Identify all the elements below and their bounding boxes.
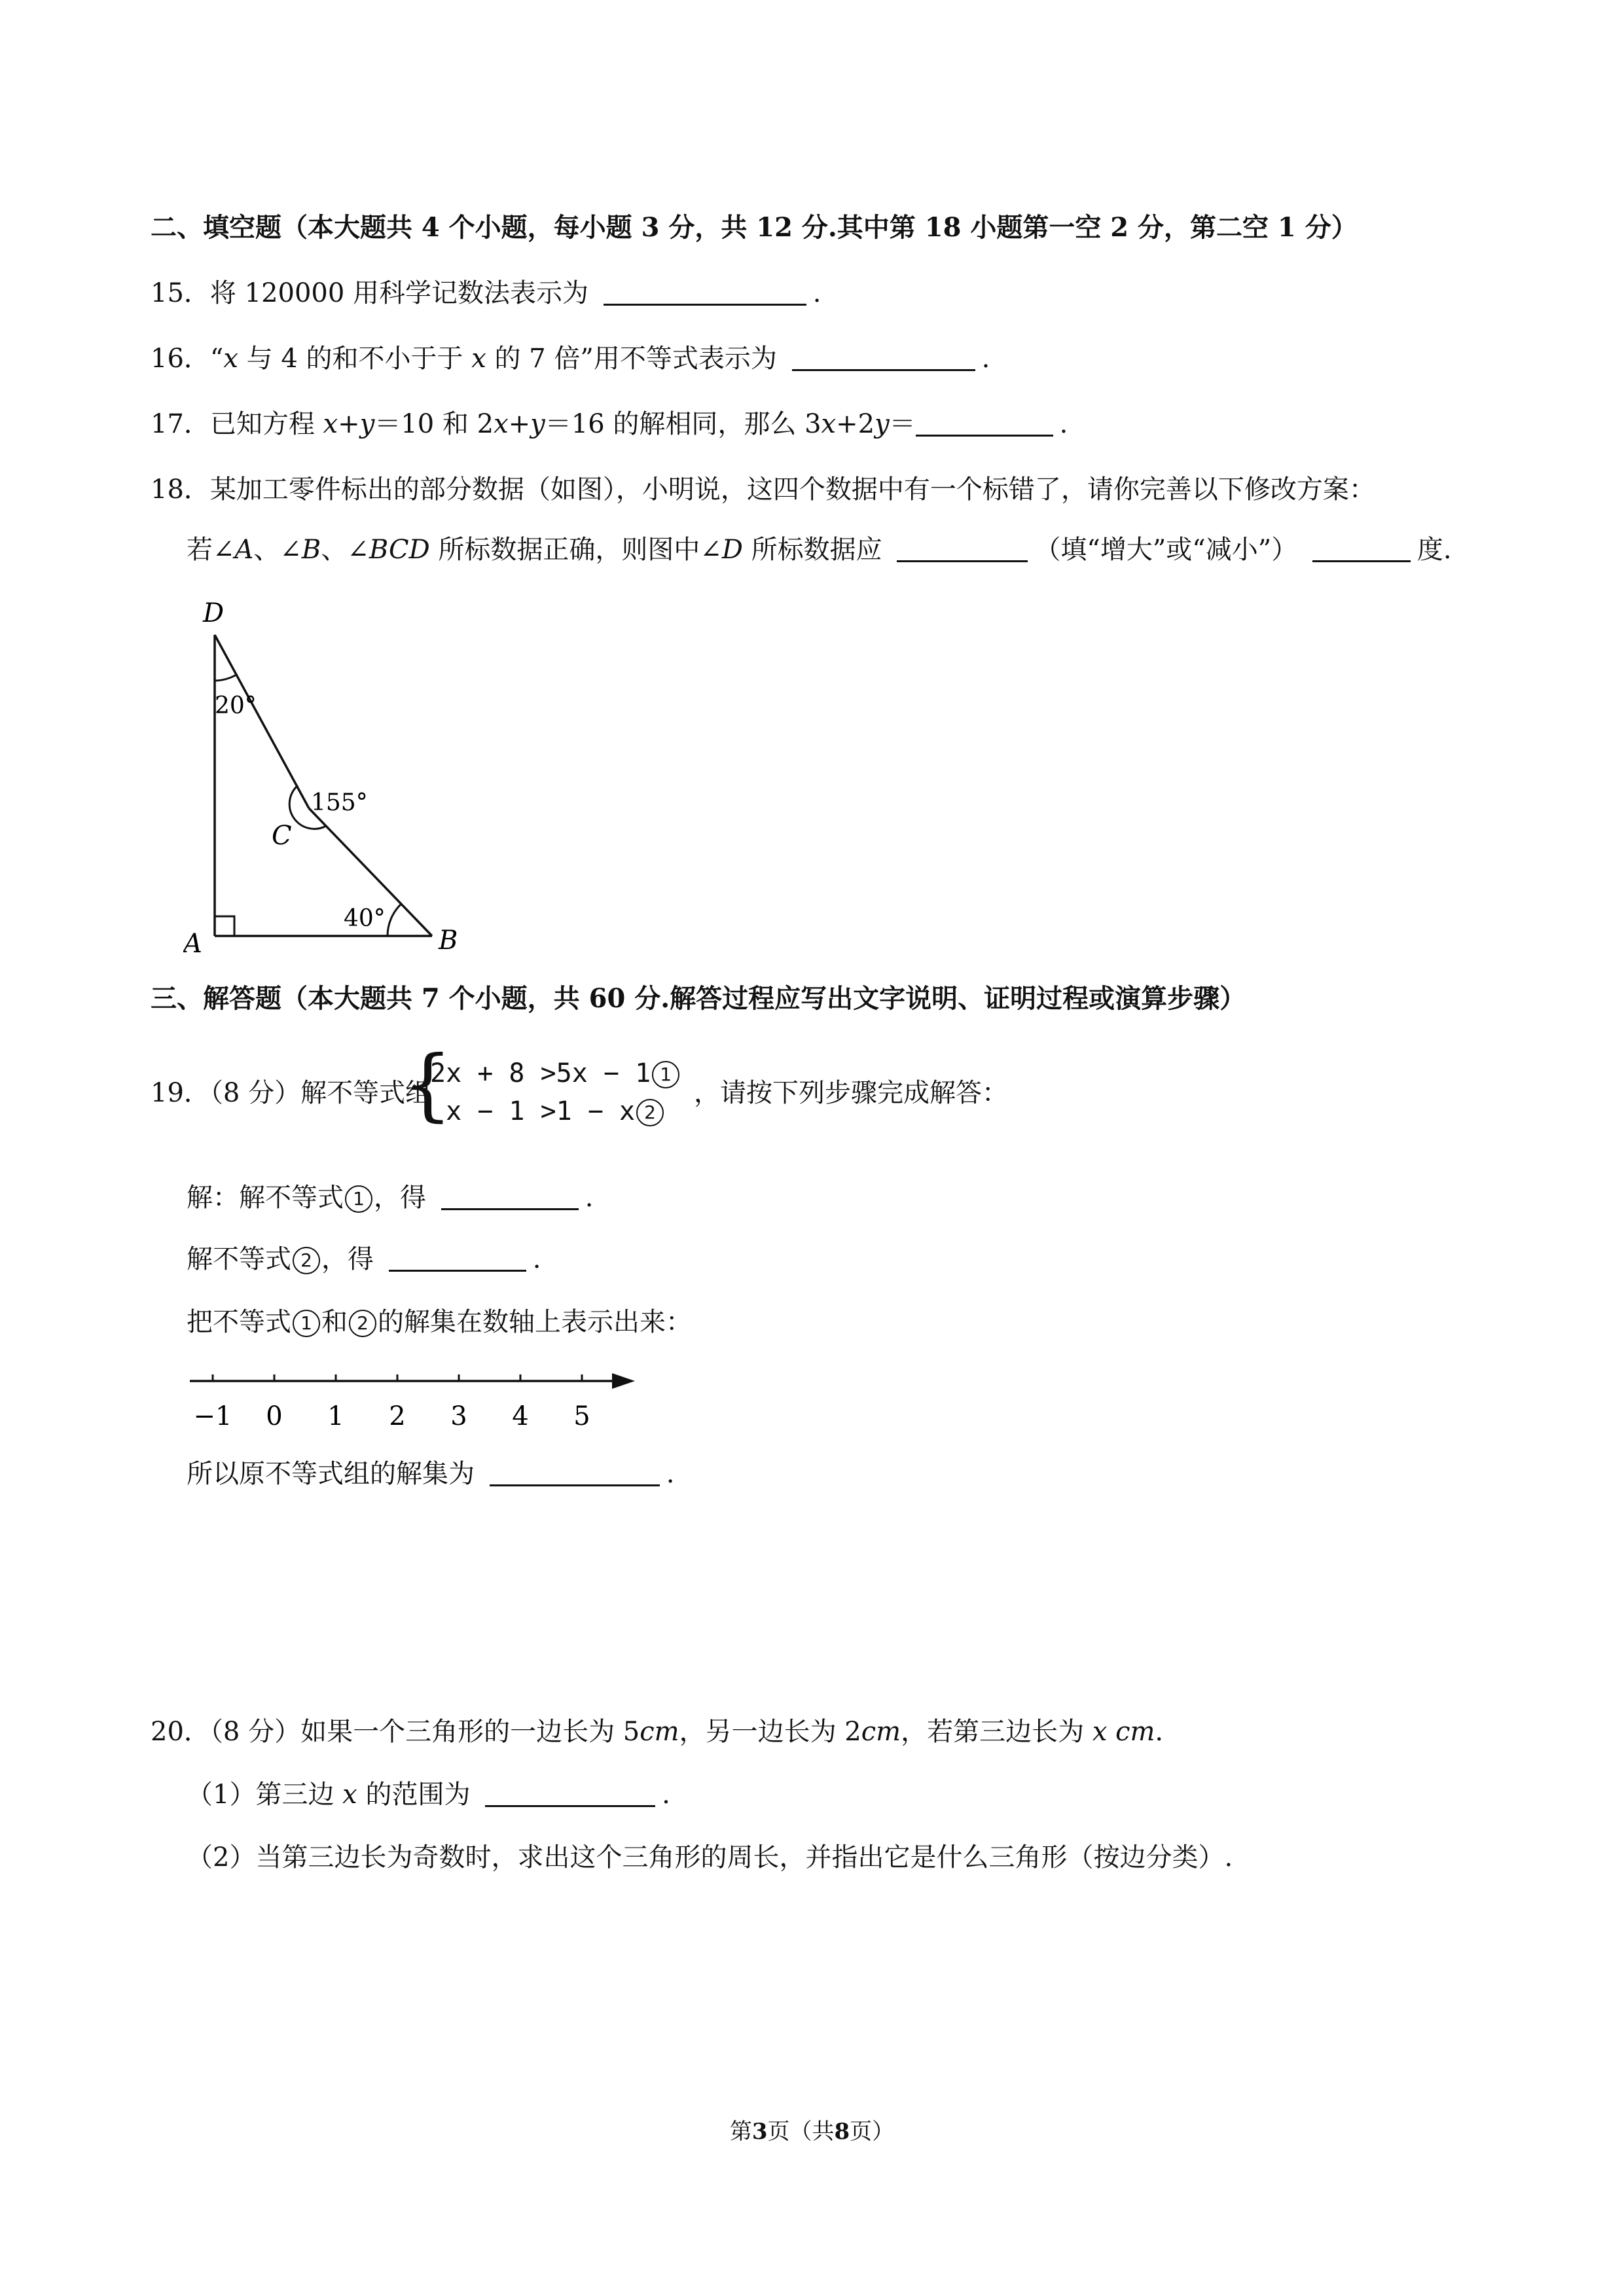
- variable-x: x: [471, 344, 486, 374]
- variable-x: x cm: [1092, 1717, 1155, 1747]
- question-text: 与 4 的和不小于于: [238, 344, 472, 374]
- label-B: B: [439, 925, 458, 956]
- line-DC: [215, 635, 309, 808]
- tick-label: 4: [512, 1401, 529, 1431]
- period: .: [662, 1780, 670, 1810]
- answer-blank[interactable]: [389, 1244, 526, 1272]
- inequality-2: [430, 1093, 665, 1130]
- answer-blank[interactable]: [441, 1182, 579, 1210]
- variable-y: y: [875, 409, 890, 439]
- answer-blank-direction[interactable]: [897, 534, 1028, 562]
- question-15: [151, 274, 821, 313]
- question-text: 所标数据应: [742, 535, 882, 565]
- equation-term: x+y: [494, 409, 545, 439]
- angle-name: A: [234, 535, 254, 565]
- question-20-part-2: （2）当第三边长为奇数时，求出这个三角形的周长，并指出它是什么三角形（按边分类）.: [187, 1842, 1233, 1873]
- question-text: （8 分）如果一个三角形的一边长为 5: [209, 1717, 640, 1747]
- angle-name: BCD: [369, 535, 430, 565]
- angle-arc-B: [388, 904, 401, 936]
- question-text: 、∠: [253, 535, 302, 565]
- question-20-part-1: [187, 1775, 670, 1814]
- triangle-figure: [183, 589, 524, 956]
- inequality-system: [403, 1039, 672, 1130]
- period: .: [812, 278, 821, 308]
- page-footer: [0, 2115, 1624, 2148]
- inequality-1: [430, 1055, 681, 1092]
- tick-label: 3: [450, 1401, 467, 1431]
- question-17: [151, 404, 1068, 444]
- period: .: [981, 344, 990, 374]
- circled-number: 2: [293, 1247, 320, 1274]
- question-text: 若∠: [187, 535, 235, 565]
- question-text: （填“增大”或“减小”）: [1034, 535, 1298, 565]
- step-text: 的解集在数轴上表示出来：: [378, 1307, 692, 1337]
- step-text: ，得: [321, 1244, 374, 1274]
- question-text: ＝: [889, 409, 916, 439]
- question-number: 19．: [151, 1078, 210, 1108]
- question-19-tail: ，请按下列步骤完成解答：: [694, 1078, 1008, 1108]
- question-number: 16．: [151, 344, 210, 374]
- question-20: [151, 1712, 1163, 1751]
- angle-arc-D: [215, 675, 236, 681]
- arrow-head-icon: [612, 1373, 635, 1389]
- inequality-text: x − 1 >1 − x: [446, 1096, 636, 1126]
- question-text: ，若第三边长为: [901, 1717, 1092, 1747]
- circled-number: 1: [652, 1061, 679, 1088]
- total-pages: 8: [834, 2119, 850, 2145]
- variable-x: x: [821, 409, 837, 439]
- variable-x: x: [223, 344, 238, 374]
- q19-step-3: [187, 1302, 692, 1342]
- question-18: [151, 470, 1375, 509]
- question-text: ＝10 和 2: [374, 409, 494, 439]
- tick-label: 1: [327, 1401, 344, 1431]
- angle-name: D: [721, 535, 743, 565]
- page-number: 3: [751, 2119, 768, 2145]
- circled-number: 2: [636, 1099, 664, 1126]
- q19-step-2: [187, 1240, 541, 1279]
- period: .: [1059, 409, 1068, 439]
- variable-x: x: [342, 1780, 357, 1810]
- question-text: 的范围为: [357, 1780, 471, 1810]
- angle-label-B: 40°: [344, 905, 386, 932]
- question-text: 将 120000 用科学记数法表示为: [209, 278, 589, 308]
- answer-blank[interactable]: [604, 278, 806, 306]
- equation-term: x+y: [323, 409, 375, 439]
- answer-blank-degrees[interactable]: [1312, 534, 1411, 562]
- question-text: 所标数据正确，则图中∠: [429, 535, 722, 565]
- circled-number: 2: [349, 1310, 376, 1337]
- unit: cm: [861, 1717, 901, 1747]
- step-text: 把不等式: [187, 1307, 291, 1337]
- question-text: 某加工零件标出的部分数据（如图），小明说，这四个数据中有一个标错了，请你完善以下修改方案：: [209, 475, 1375, 505]
- tick-label: 0: [266, 1401, 283, 1431]
- question-text: （8 分）解不等式组: [209, 1078, 432, 1108]
- circled-number: 1: [293, 1310, 320, 1337]
- question-number: 20．: [151, 1717, 210, 1747]
- period: .: [585, 1183, 594, 1213]
- unit: cm: [640, 1717, 679, 1747]
- brace: {: [403, 1039, 453, 1130]
- period: .: [666, 1459, 675, 1489]
- question-16: [151, 339, 990, 378]
- tick-label: 5: [573, 1401, 590, 1431]
- step-text: ，得: [374, 1183, 426, 1213]
- question-text: （1）第三边: [187, 1780, 343, 1810]
- section-3-title: 三、解答题（本大题共 7 个小题，共 60 分.解答过程应写出文字说明、证明过程或演算步骤）: [151, 983, 1246, 1014]
- question-text: “: [209, 344, 224, 374]
- right-angle-marker: [215, 916, 234, 936]
- answer-blank[interactable]: [490, 1458, 660, 1486]
- question-text: 、∠: [321, 535, 369, 565]
- label-A: A: [183, 929, 202, 956]
- answer-blank[interactable]: [792, 343, 975, 371]
- question-text: ＝16 的解相同，那么 3: [545, 409, 821, 439]
- answer-blank[interactable]: [485, 1779, 655, 1807]
- step-text: 解：解不等式: [187, 1183, 344, 1213]
- label-D: D: [203, 598, 225, 628]
- section-2-title: 二、填空题（本大题共 4 个小题，每小题 3 分，共 12 分.其中第 18 小题第一空 2 分，第二空 1 分）: [151, 212, 1358, 243]
- question-text: ，另一边长为 2: [679, 1717, 861, 1747]
- question-number: 18．: [151, 475, 210, 505]
- question-text: +2: [836, 409, 875, 439]
- question-19: [151, 1073, 431, 1113]
- period: .: [1155, 1717, 1164, 1747]
- q19-step-4: [187, 1454, 674, 1494]
- label-C: C: [272, 821, 292, 851]
- question-text: 度.: [1416, 535, 1452, 565]
- question-text: 的 7 倍”用不等式表示为: [486, 344, 777, 374]
- step-text: 所以原不等式组的解集为: [187, 1459, 475, 1489]
- question-text: 已知方程: [209, 409, 323, 439]
- angle-label-D: 20°: [215, 692, 257, 719]
- tick-label: −1: [193, 1401, 232, 1431]
- answer-blank[interactable]: [916, 408, 1053, 437]
- question-18-line-2: [187, 530, 1452, 569]
- number-line[interactable]: [183, 1358, 641, 1437]
- step-text: 解不等式: [187, 1244, 291, 1274]
- footer-text: 第: [729, 2119, 752, 2145]
- q19-step-1: [187, 1178, 593, 1217]
- circled-number: 1: [345, 1185, 372, 1213]
- inequality-text: 2x + 8 >5x − 1: [430, 1058, 651, 1088]
- footer-text: 页（共: [767, 2119, 835, 2145]
- angle-name: B: [301, 535, 321, 565]
- tick-label: 2: [389, 1401, 406, 1431]
- angle-label-C: 155°: [311, 789, 368, 816]
- period: .: [532, 1244, 541, 1274]
- step-text: 和: [321, 1307, 348, 1337]
- footer-text: 页）: [850, 2119, 895, 2145]
- question-number: 15．: [151, 278, 210, 308]
- question-number: 17．: [151, 409, 210, 439]
